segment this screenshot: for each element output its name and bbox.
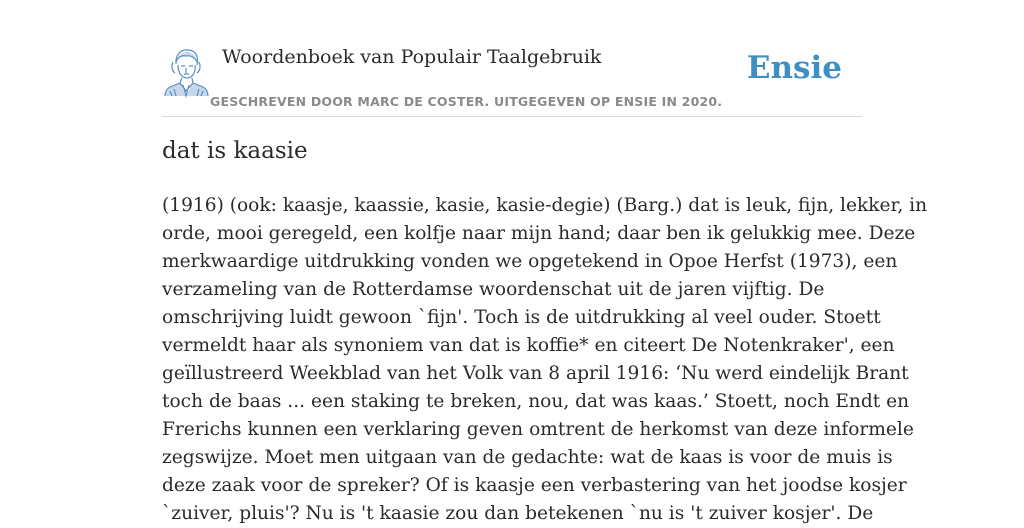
entry-term-heading: dat is kaasie: [162, 138, 308, 164]
author-portrait-icon: [162, 46, 210, 96]
definition-line: deze zaak voor de spreker? Of is kaasje een verbastering van het joodse kosjer: [162, 475, 907, 496]
definition-line: `zuiver, pluis'? Nu is 't kaasie zou dan betekenen `nu is 't zuiver kosjer'. De: [162, 503, 874, 524]
ensie-logo-link[interactable]: Ensie: [746, 50, 842, 86]
definition-line: zegswijze. Moet men uitgaan van de gedachte: wat de kaas is voor de muis is: [162, 447, 893, 468]
definition-line: Frerichs kunnen een verklaring geven omtrent de herkomst van deze informele: [162, 419, 914, 440]
definition-line: merkwaardige uitdrukking vonden we opgetekend in Opoe Herfst (1973), een: [162, 251, 898, 272]
definition-line: orde, mooi geregeld, een kolfje naar mijn hand; daar ben ik gelukkig mee. Deze: [162, 223, 916, 244]
author-publication-meta: GESCHREVEN DOOR MARC DE COSTER. UITGEGEVEN OP ENSIE IN 2020.: [210, 94, 723, 109]
site-header: [162, 40, 862, 117]
definition-line: (1916) (ook: kaasje, kaassie, kasie, kasie-degie) (Barg.) dat is leuk, fijn, lekker, in: [162, 195, 928, 216]
entry-definition: [162, 192, 928, 528]
definition-line: toch de baas ... een staking te breken, nou, dat was kaas.’ Stoett, noch Endt en: [162, 391, 910, 412]
definition-line: omschrijving luidt gewoon `fijn'. Toch is de uitdrukking al veel ouder. Stoett: [162, 307, 881, 328]
definition-line: verzameling van de Rotterdamse woordenschat uit de jaren vijftig. De: [162, 279, 825, 300]
definition-line: geïllustreerd Weekblad van het Volk van 8 april 1916: ‘Nu werd eindelijk Brant: [162, 363, 909, 384]
book-title[interactable]: Woordenboek van Populair Taalgebruik: [222, 46, 602, 68]
definition-line: vermeldt haar als synoniem van dat is koffie* en citeert De Notenkraker', een: [162, 335, 895, 356]
